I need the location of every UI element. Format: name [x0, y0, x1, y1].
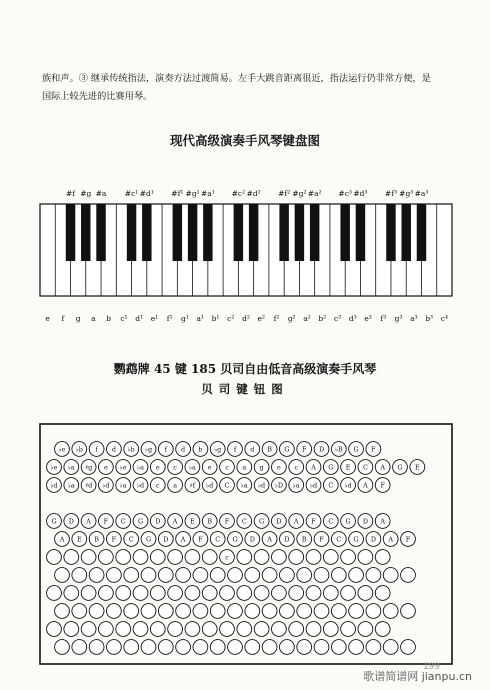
- bass-button: [150, 622, 165, 637]
- bass-button-label: E: [345, 463, 351, 472]
- white-key-label: e¹: [150, 314, 159, 323]
- bass-button: [124, 604, 139, 619]
- bass-button: [306, 586, 321, 601]
- black-key: [310, 204, 319, 261]
- bass-button: [193, 640, 208, 655]
- bass-button-label: ♭d: [102, 481, 110, 490]
- accordion-title: 鹦鹉牌 45 键 185 贝司自由低音高级演奏手风琴: [113, 362, 377, 376]
- bass-button-label: G: [259, 517, 265, 526]
- bass-button: [228, 568, 243, 583]
- bass-button: [289, 622, 304, 637]
- bass-button: [289, 550, 304, 565]
- black-key-label: #g³: [399, 189, 414, 198]
- bass-button: [55, 568, 70, 583]
- bass-button-label: d: [181, 445, 186, 454]
- bass-button: [72, 604, 87, 619]
- bass-button-label: a: [173, 481, 178, 490]
- bass-button-label: A: [180, 535, 186, 544]
- bass-button-label: F: [371, 445, 376, 454]
- bass-button: [306, 550, 321, 565]
- black-key: [279, 204, 288, 261]
- bass-button-label: ♭a: [292, 481, 300, 490]
- bass-button: [401, 640, 416, 655]
- bass-button: [64, 550, 79, 565]
- bass-button: [107, 640, 122, 655]
- bass-button: [349, 640, 364, 655]
- black-key-label: #d¹: [139, 189, 154, 198]
- bass-button-label: c: [225, 553, 229, 562]
- white-key-label: f: [61, 314, 65, 323]
- bass-button-label: ♭b: [75, 445, 83, 454]
- bass-button: [158, 604, 173, 619]
- bass-button-label: A: [311, 463, 316, 472]
- bass-button: [133, 586, 148, 601]
- white-key-label: f¹: [166, 314, 173, 323]
- bass-button-label: ♭d: [344, 481, 352, 490]
- bass-button-label: C: [224, 481, 230, 490]
- bass-button: [254, 622, 269, 637]
- bass-button: [272, 622, 287, 637]
- bass-button-label: D: [155, 517, 161, 526]
- bass-button: [358, 550, 373, 565]
- bass-button-label: b: [198, 445, 203, 454]
- bass-button-label: G: [397, 463, 403, 472]
- bass-button: [341, 550, 356, 565]
- bass-button: [176, 604, 191, 619]
- bass-button-label: ♭d: [309, 481, 318, 490]
- bass-button: [314, 568, 329, 583]
- black-key-label: #f²: [278, 189, 291, 198]
- bass-button: [116, 586, 131, 601]
- bass-button-label: ♭g: [214, 445, 222, 454]
- bass-button: [280, 568, 295, 583]
- bass-button-label: G: [232, 535, 238, 544]
- white-key-label: e³: [364, 314, 372, 323]
- bass-button: [314, 604, 329, 619]
- keyboard-title: 现代高级演奏手风琴键盘图: [169, 133, 320, 148]
- bass-button-label: ♯d: [85, 481, 93, 490]
- bass-button: [280, 640, 295, 655]
- bass-button-label: A: [380, 463, 386, 472]
- bass-button: [124, 640, 139, 655]
- bass-button-label: A: [267, 535, 272, 544]
- bass-button-label: B: [94, 535, 99, 544]
- page-number: 199: [422, 662, 440, 672]
- bass-button-label: G: [145, 535, 152, 544]
- bass-button: [262, 568, 277, 583]
- bass-button-label: C: [362, 463, 368, 472]
- white-key-label: f²: [273, 314, 280, 323]
- bass-button: [99, 622, 114, 637]
- bass-button-label: C: [120, 517, 126, 526]
- bass-button: [272, 586, 287, 601]
- bass-button: [331, 640, 346, 655]
- bass-button-label: D: [318, 445, 325, 454]
- bass-button: [99, 550, 114, 565]
- white-key-label: f³: [380, 314, 387, 323]
- bass-button-label: ♭a: [119, 481, 127, 490]
- black-key: [295, 204, 304, 261]
- bass-button-label: F: [319, 535, 324, 544]
- bass-button-label: e: [155, 463, 160, 472]
- bass-button: [72, 568, 87, 583]
- bass-button: [176, 568, 191, 583]
- bass-button-label: ♭e: [119, 463, 127, 472]
- black-key: [96, 204, 105, 261]
- bass-button-label: C: [215, 535, 221, 544]
- bass-button: [47, 586, 62, 601]
- black-key: [340, 204, 349, 261]
- bass-button: [323, 586, 338, 601]
- bass-button: [375, 622, 390, 637]
- bass-button-label: C: [241, 517, 247, 526]
- bass-button: [99, 586, 114, 601]
- watermark-footer: 歌谱简谱网 jianpu.cn: [363, 670, 472, 683]
- white-key-label: a¹: [196, 314, 204, 323]
- bass-button-label: c: [173, 463, 177, 472]
- bass-button: [72, 640, 87, 655]
- bass-button-label: f: [233, 445, 237, 454]
- black-key-label: #d³: [353, 189, 368, 198]
- bass-button: [228, 604, 243, 619]
- bass-button-label: D: [163, 535, 169, 544]
- black-key: [173, 204, 182, 261]
- bass-button: [237, 586, 252, 601]
- bass-button: [210, 640, 225, 655]
- bass-button-label: ♭a: [137, 463, 144, 472]
- white-key-label: g²: [287, 314, 296, 323]
- white-key-label: e: [45, 314, 50, 323]
- bass-button: [323, 622, 338, 637]
- bass-button: [64, 622, 79, 637]
- bass-button: [254, 586, 269, 601]
- bass-button-label: ♭d: [206, 481, 214, 490]
- bass-button-label: A: [172, 517, 178, 526]
- bass-button: [245, 640, 260, 655]
- black-key: [81, 204, 90, 261]
- bass-button: [331, 604, 346, 619]
- bass-button-label: F: [311, 517, 316, 526]
- bass-button: [202, 550, 217, 565]
- white-key-label: c²: [227, 314, 235, 323]
- bass-button: [116, 550, 131, 565]
- white-key-label: g¹: [181, 314, 189, 323]
- bass-button: [141, 640, 156, 655]
- bass-button: [280, 604, 295, 619]
- bass-button: [81, 586, 96, 601]
- bass-button: [401, 568, 416, 583]
- white-key-label: g³: [394, 314, 403, 323]
- bass-button-label: F: [198, 535, 203, 544]
- bass-button: [64, 586, 79, 601]
- bass-button-label: g: [259, 463, 264, 472]
- white-key-label: e²: [257, 314, 265, 323]
- bass-button-label: ♭d: [50, 481, 58, 490]
- black-key-label: #a²: [307, 189, 322, 198]
- bass-button: [185, 622, 200, 637]
- bass-button-label: B: [301, 535, 307, 544]
- bass-button-label: G: [51, 517, 57, 526]
- bass-button: [245, 604, 260, 619]
- bass-button: [150, 550, 165, 565]
- bass-button: [210, 604, 225, 619]
- bass-button: [107, 568, 122, 583]
- bass-button: [297, 604, 312, 619]
- bass-button-label: F: [405, 535, 411, 544]
- bass-button: [341, 622, 356, 637]
- bass-button: [47, 622, 62, 637]
- bass-button: [220, 622, 235, 637]
- bass-button-label: D: [68, 517, 74, 526]
- bass-button: [358, 622, 373, 637]
- white-key-label: a²: [303, 314, 311, 323]
- bass-button-label: G: [137, 517, 144, 526]
- bass-button-label: ♭a: [67, 463, 75, 472]
- bass-button-label: ♭D: [274, 481, 283, 490]
- white-key-label: b²: [318, 314, 327, 323]
- white-key-label: b: [106, 314, 112, 323]
- bass-button-label: A: [86, 517, 91, 526]
- bass-button: [349, 568, 364, 583]
- bass-button: [168, 550, 183, 565]
- black-key: [66, 204, 75, 261]
- bass-button: [133, 550, 148, 565]
- white-key-label: g: [75, 314, 81, 323]
- bass-button: [150, 586, 165, 601]
- bass-button: [228, 640, 243, 655]
- paragraph-line-1: 族和声。③ 继承传统指法，演奏方法过渡简易。左手大跳音距离很近，指法运行仍非常方便，是: [42, 73, 431, 84]
- bass-button-label: F: [103, 517, 109, 526]
- black-key: [386, 204, 395, 261]
- black-key: [249, 204, 258, 261]
- bass-button-label: F: [380, 481, 385, 490]
- bass-button: [124, 568, 139, 583]
- black-key-label: #c²: [231, 189, 246, 198]
- bass-button-label: C: [128, 535, 134, 544]
- bass-button-label: E: [190, 517, 195, 526]
- bass-button: [237, 622, 252, 637]
- bass-button-label: e: [207, 463, 212, 472]
- black-key-label: #g: [80, 189, 92, 198]
- bass-button: [220, 586, 235, 601]
- white-key-label: c⁴: [440, 314, 448, 323]
- bass-button: [193, 604, 208, 619]
- bass-button: [193, 568, 208, 583]
- bass-button: [55, 640, 70, 655]
- bass-button: [55, 604, 70, 619]
- bass-button: [89, 568, 104, 583]
- bass-button: [383, 604, 398, 619]
- bass-button: [323, 550, 338, 565]
- bass-button-label: B: [267, 445, 272, 454]
- black-key-label: #a³: [414, 189, 429, 198]
- black-key: [234, 204, 243, 261]
- bass-button: [297, 568, 312, 583]
- white-key-label: b¹: [211, 314, 220, 323]
- bass-button: [89, 640, 104, 655]
- bass-button: [202, 622, 217, 637]
- bass-button-label: e: [277, 463, 281, 472]
- bass-button-label: C: [328, 481, 334, 490]
- bass-button: [366, 568, 381, 583]
- bass-button: [254, 550, 269, 565]
- bass-button-label: ♭g: [144, 445, 153, 454]
- bass-button-label: A: [59, 535, 65, 544]
- bass-button: [289, 586, 304, 601]
- black-key: [203, 204, 212, 261]
- white-key-label: a³: [410, 314, 418, 323]
- black-key: [356, 204, 365, 261]
- bass-button-label: G: [353, 445, 359, 454]
- bass-button-label: F: [301, 445, 307, 454]
- bass-button: [331, 568, 346, 583]
- bass-button: [141, 568, 156, 583]
- bass-button: [306, 622, 321, 637]
- bass-button-label: ♭e: [50, 463, 58, 472]
- bass-button-label: D: [370, 535, 376, 544]
- bass-button: [116, 622, 131, 637]
- bass-button-label: D: [276, 517, 282, 526]
- bass-button-label: a: [242, 463, 247, 472]
- bass-button-label: G: [353, 535, 359, 544]
- bass-button-label: ♭b: [127, 445, 135, 454]
- bass-button: [349, 604, 364, 619]
- black-key-label: #d²: [246, 189, 261, 198]
- bass-button-label: D: [284, 535, 290, 544]
- bass-button-label: e: [104, 463, 108, 472]
- black-key: [417, 204, 426, 261]
- bass-button: [210, 568, 225, 583]
- black-key-label: #f³: [384, 189, 398, 198]
- bass-button-diagram: [40, 424, 452, 664]
- bass-button: [262, 640, 277, 655]
- bass-button-label: c: [294, 463, 298, 472]
- bass-button: [47, 550, 62, 565]
- bass-button: [158, 568, 173, 583]
- bass-button-label: A: [293, 517, 299, 526]
- bass-button: [272, 550, 287, 565]
- bass-button: [375, 550, 390, 565]
- bass-button: [107, 604, 122, 619]
- bass-button: [237, 550, 252, 565]
- bass-button-label: F: [224, 517, 230, 526]
- bass-button-label: B: [207, 517, 213, 526]
- bass-button: [314, 640, 329, 655]
- bass-button-label: C: [328, 517, 334, 526]
- white-key-label: c¹: [120, 314, 128, 323]
- bass-button: [383, 640, 398, 655]
- bass-button: [168, 622, 183, 637]
- bass-button: [297, 640, 312, 655]
- paragraph-line-2: 国际上较先进的比赛用琴。: [42, 91, 153, 102]
- bass-button-label: ♭a: [188, 463, 196, 472]
- bass-button-label: D: [362, 517, 368, 526]
- bass-button-label: ♯g: [85, 463, 93, 472]
- bass-button-label: E: [76, 535, 82, 544]
- black-key-label: #a¹: [200, 189, 215, 198]
- bass-button-label: d: [250, 445, 255, 454]
- bass-button-label: G: [284, 445, 290, 454]
- bass-button: [185, 586, 200, 601]
- bass-button: [401, 604, 416, 619]
- bass-button: [133, 622, 148, 637]
- bass-button-label: ♭e: [58, 445, 66, 454]
- black-key: [401, 204, 410, 261]
- white-key-label: c³: [333, 314, 342, 323]
- white-key-label: a: [91, 314, 96, 323]
- bass-button-label: ♭a: [240, 481, 248, 490]
- bass-button: [375, 586, 390, 601]
- bass-button: [366, 640, 381, 655]
- piano-keyboard-diagram: [40, 189, 452, 323]
- bass-button: [176, 640, 191, 655]
- black-key: [188, 204, 197, 261]
- bass-button-label: G: [345, 517, 351, 526]
- bass-button-label: f: [95, 445, 98, 454]
- bass-button-label: c: [156, 481, 160, 490]
- bass-button: [366, 604, 381, 619]
- black-key: [142, 204, 151, 261]
- bass-button: [141, 604, 156, 619]
- bass-button-label: C: [336, 535, 342, 544]
- black-key-label: #g²: [292, 189, 307, 198]
- bass-button: [202, 586, 217, 601]
- bass-button: [89, 604, 104, 619]
- bass-button: [81, 550, 96, 565]
- bass-button: [383, 568, 398, 583]
- bass-button-label: ♯f: [189, 481, 196, 490]
- bass-button-label: G: [328, 463, 334, 472]
- black-key-label: #a: [95, 189, 107, 198]
- bass-button-label: ♭d: [258, 481, 266, 490]
- bass-button: [358, 586, 373, 601]
- bass-button-label: ♭d: [136, 481, 145, 490]
- bass-button-label: D: [249, 535, 255, 544]
- bass-button: [245, 568, 260, 583]
- bass-button: [81, 622, 96, 637]
- white-key-label: d²: [242, 314, 250, 323]
- black-key-label: #f¹: [171, 189, 184, 198]
- black-key-label: #c³: [338, 189, 352, 198]
- bass-button-label: ♭B: [334, 445, 343, 454]
- bass-button-label: A: [380, 517, 386, 526]
- bass-button-label: f: [164, 445, 167, 454]
- bass-button: [262, 604, 277, 619]
- bass-button: [158, 640, 173, 655]
- bass-button-label: A: [363, 481, 368, 490]
- bass-button-label: ♭a: [67, 481, 75, 490]
- black-key-label: #f: [65, 189, 76, 198]
- bass-button-label: F: [111, 535, 117, 544]
- bass-button-label: E: [414, 463, 420, 472]
- black-key: [127, 204, 136, 261]
- bass-button: [168, 586, 183, 601]
- black-key-label: #c¹: [124, 189, 139, 198]
- white-key-label: b³: [425, 314, 434, 323]
- white-key-label: d³: [348, 314, 357, 323]
- bass-diagram-title: 贝司键钮图: [201, 382, 289, 396]
- bass-button: [185, 550, 200, 565]
- bass-button-label: c: [225, 463, 229, 472]
- bass-button: [341, 586, 356, 601]
- black-key-label: #g¹: [185, 189, 200, 198]
- bass-button-label: A: [388, 535, 394, 544]
- white-key-label: d¹: [135, 314, 144, 323]
- bass-button-label: d: [111, 445, 116, 454]
